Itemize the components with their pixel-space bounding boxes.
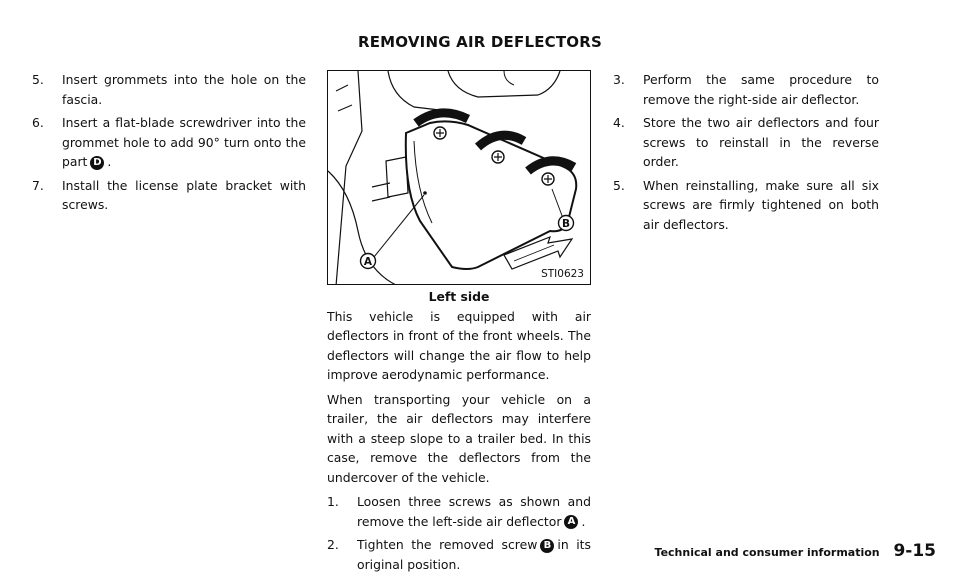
list-item	[327, 492, 591, 531]
figure-code: STI0623	[541, 268, 584, 280]
list-item	[613, 176, 879, 235]
item-number: 2.	[327, 537, 339, 552]
list-item	[32, 176, 306, 215]
deflector-illustration	[328, 71, 591, 285]
item-text	[357, 535, 591, 574]
item-text	[62, 113, 306, 172]
page-number: 9-15	[893, 541, 936, 561]
item-text-part: Loosen three screws as shown and remove the left-side air deflector	[357, 494, 591, 529]
item-number: 3.	[613, 72, 625, 87]
item-number: 7.	[32, 177, 44, 193]
middle-column	[327, 287, 591, 578]
item-text-part: Insert a flat-blade screwdriver into the grommet hole to add 90° turn onto the part	[62, 115, 306, 169]
item-number: 1.	[327, 494, 339, 509]
list-item	[32, 113, 306, 172]
paragraph: This vehicle is equipped with air deflectors in front of the front wheels. The deflectors will change the air flow to help improve aerodynamic performance.	[327, 308, 591, 382]
label-a: A	[363, 256, 373, 268]
item-number: 6.	[32, 115, 44, 130]
list-item	[613, 113, 879, 172]
item-text-part: .	[107, 154, 112, 169]
item-text-part: Tighten the removed screw	[357, 537, 538, 552]
item-text: Install the license plate bracket with screws.	[62, 177, 306, 212]
label-b: B	[561, 218, 571, 230]
item-text	[357, 492, 591, 531]
item-text: Store the two air deflectors and four screws to reinstall in the reverse order.	[643, 115, 879, 169]
item-text: Insert grommets into the hole on the fascia.	[62, 72, 306, 107]
footer-section: Technical and consumer information	[654, 546, 880, 559]
paragraph: When transporting your vehicle on a trailer, the air deflectors may interfere with a steep slope to a trailer bed. In this case, remove the deflectors from the undercover of the vehicle.	[327, 391, 591, 485]
item-text: Perform the same procedure to remove the right-side air deflector.	[643, 72, 879, 107]
list-item	[32, 70, 306, 109]
left-column	[32, 70, 306, 219]
list-item	[327, 535, 591, 574]
page-title: REMOVING AIR DEFLECTORS	[357, 33, 602, 51]
right-column	[613, 70, 879, 238]
item-text: When reinstalling, make sure all six screws are firmly tightened on both air deflectors.	[643, 177, 879, 232]
item-number: 5.	[613, 177, 625, 193]
item-text-part: .	[581, 513, 586, 529]
item-number: 5.	[32, 72, 44, 87]
figure-caption: Left side	[428, 289, 490, 304]
callout-a-icon: A	[564, 515, 578, 529]
callout-b-icon: B	[540, 539, 554, 553]
item-text-part: in its original position.	[357, 537, 591, 572]
page-footer	[655, 541, 936, 561]
callout-d-icon: D	[90, 156, 104, 170]
list-item	[613, 70, 879, 109]
item-number: 4.	[613, 115, 625, 130]
deflector-figure	[327, 70, 591, 285]
